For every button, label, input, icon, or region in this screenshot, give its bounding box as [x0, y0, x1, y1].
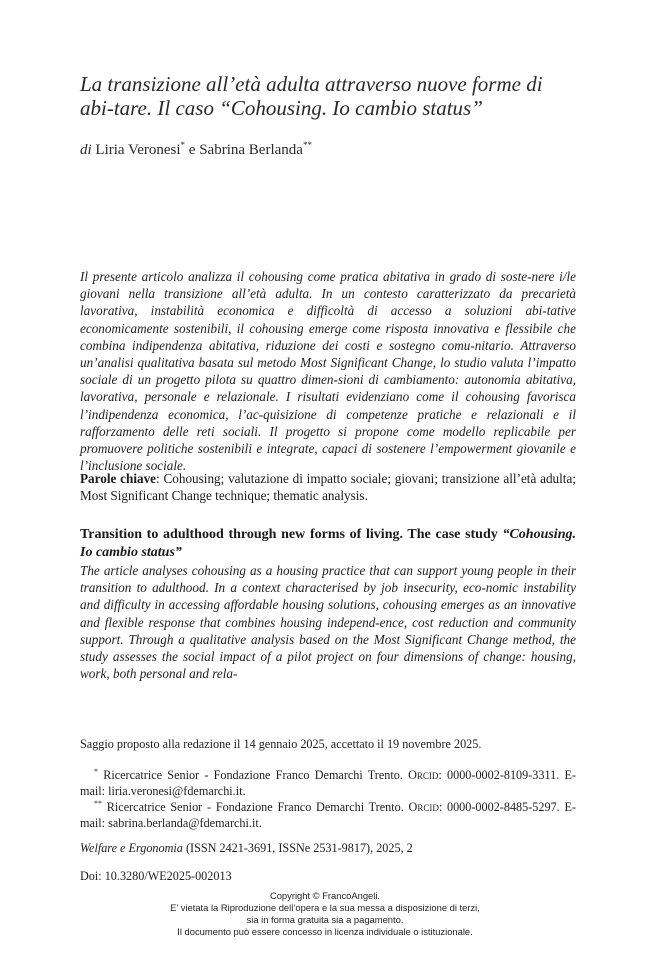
- footnote-2-text-b: : 0000-0002-8485-5297. E-mail: sabrina.berlanda@fdemarchi.it.: [80, 800, 576, 830]
- author-1-mark: *: [180, 140, 186, 150]
- abstract-italian: Il presente articolo analizza il cohousing come pratica abitativa in grado di soste-nere i/le giovani nella transizione all’età adulta. In un contesto caratterizzato da precarietà lavorativa, instabilità economica e difficoltà di accesso a soluzioni abi-tative economicamente sostenibili, il cohousing emerge come risposta innovativa e flessibile che combina indipendenza abitativa, riduzione dei costi e sostegno comu-nitario. Attraverso un’analisi qualitativa basata sul metodo Most Significant Change, lo studio valuta l’impatto sociale di un progetto pilota su quattro dimen-sioni di cambiamento: autonomia abitativa, lavorativa, personale e relazionale. I risultati evidenziano come il cohousing favorisca l’indipendenza economica, l’ac-quisizione di competenze pratiche e relazionali e il rafforzamento delle reti sociali. Il progetto si propone come modello replicabile per promuovere politiche sostenibili e integrate, capaci di sostenere l’empowerment giovanile e l’inclusione sociale.: [80, 269, 576, 474]
- journal-details: (ISSN 2421-3691, ISSNe 2531-9817), 2025, 2: [182, 841, 413, 855]
- authors-line: [80, 135, 580, 160]
- author-2: Sabrina Berlanda: [199, 142, 303, 158]
- footnote-1-mark: *: [94, 767, 98, 776]
- keywords: [80, 470, 576, 504]
- copyright-line-1: Copyright © FrancoAngeli.: [269, 890, 381, 901]
- footnote-1-orcid: Orcid: [408, 768, 439, 782]
- footnote-1-text-b: : 0000-0002-8109-3311. E-mail: liria.veronesi@fdemarchi.it.: [80, 768, 576, 798]
- copyright-notice: [75, 890, 575, 938]
- authors-conjunction: e: [188, 142, 196, 158]
- footnote-1: [80, 764, 576, 799]
- copyright-line-4: Il documento può essere concesso in licenza individuale o istituzionale.: [177, 926, 473, 937]
- english-title: [80, 526, 576, 562]
- footnote-2-text-a: Ricercatrice Senior - Fondazione Franco Demarchi Trento.: [102, 800, 409, 814]
- footnote-2-orcid: Orcid: [408, 800, 439, 814]
- journal-name: Welfare e Ergonomia: [80, 841, 183, 855]
- footnote-2: [80, 796, 576, 831]
- article-title: La transizione all’età adulta attraverso nuove forme di abi-tare. Il caso “Cohousing. Io cambio status”: [80, 72, 543, 120]
- authors-prefix: di: [80, 142, 92, 158]
- author-2-mark: **: [302, 140, 312, 150]
- footnote-1-text-a: Ricercatrice Senior - Fondazione Franco Demarchi Trento.: [98, 768, 409, 782]
- english-title-main: Transition to adulthood through new forms of living. The case study: [80, 527, 503, 542]
- keywords-label: Parole chiave: [80, 471, 157, 486]
- footnote-2-mark: **: [94, 799, 102, 808]
- author-1: Liria Veronesi: [95, 142, 181, 158]
- copyright-line-3: sia in forma gratuita sia a pagamento.: [246, 914, 404, 925]
- doi: Doi: 10.3280/WE2025-002013: [80, 869, 232, 883]
- submission-note: Saggio proposto alla redazione il 14 gennaio 2025, accettato il 19 novembre 2025.: [80, 737, 482, 751]
- english-title-italic: “Cohousing. Io cambio status”: [80, 527, 576, 560]
- journal-citation: [80, 840, 576, 856]
- abstract-english: The article analyses cohousing as a housing practice that can support young people in their transition to adulthood. In a context characterised by job insecurity, eco-nomic instability and difficulty in accessing affordable housing solutions, cohousing emerges as an innovative and flexible response that combines housing independ-ence, cost reduction and community support. Through a qualitative analysis based on the Most Significant Change method, the study assesses the social impact of a pilot project on four dimensions of change: housing, work, both personal and rela-: [80, 563, 576, 682]
- keywords-text: : Cohousing; valutazione di impatto sociale; giovani; transizione all’età adulta; Most Significant Change technique; thematic analysis.: [80, 471, 576, 504]
- copyright-line-2: E’ vietata la Riproduzione dell’opera e la sua messa a disposizione di terzi,: [170, 902, 480, 913]
